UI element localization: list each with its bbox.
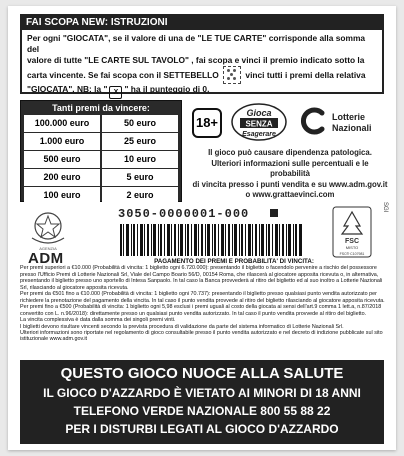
fine-print-paragraph: Per premi superiori a €10.000 (Probabilità di vincita: 1 biglietto ogni 6.720.000): presentando il biglietto o facendolo pervenire a rischio del possessore presso l'Ufficio Premi di Lotterie Nazionali Srl, Viale del Campo Boario 56/D, 00154 Roma, che rilascerà al giocatore apposita ricevuta o, in alternativa, presentando il biglietto presso uno sportello di Intesa Sanpaolo. In tal caso la Banca provvederà al ritiro del biglietto ed al suo inoltro a Lotterie Nazionali Srl, rilasciando al giocatore apposita ricevuta. (20, 265, 383, 291)
prize-cell: 100.000 euro (24, 115, 100, 132)
gioco-logo-text: Esagerare (242, 131, 276, 138)
adm-logo: ADM (28, 250, 64, 267)
health-warning-box (20, 360, 384, 444)
barcode-number: 3050-0000001-000 (118, 207, 250, 221)
prize-cell: 100 euro (24, 187, 100, 204)
prize-row (24, 187, 178, 204)
lotterie-logo-text: Nazionali (332, 123, 372, 133)
prize-cell: 500 euro (24, 151, 100, 168)
age-18-badge: 18+ (192, 108, 222, 138)
instructions-box (20, 14, 384, 94)
fsc-label: FSC (345, 238, 359, 245)
health-warning-line: IL GIOCO D'AZZARDO È VIETATO AI MINORI DI 18 ANNI (43, 386, 361, 400)
health-warning-line: PER I DISTURBI LEGATI AL GIOCO D'AZZARDO (65, 422, 339, 436)
fsc-mix-label: MISTO (345, 245, 359, 250)
info-text: Il gioco può causare dipendenza patologica. Ulteriori informazioni sulle percentuali e le probabilità di vincita presso i punti vendita e su www.adm.gov.it o www.grattaevinci.com (192, 148, 388, 199)
prize-table-title: Tanti premi da vincere: (52, 103, 150, 113)
instructions-title: FAI SCOPA NEW: ISTRUZIONI (22, 16, 382, 30)
fine-print-paragraph: Per premi fino a €500 (Probabilità di vincita: 1 biglietto ogni 5,98 esclusi i premi uguali al costo della giocata ai sensi dell'art.9 comma 1 lett.a, n.87/2018 convertito con L. n.96/2018): direttamente presso un qualsiasi punto vendita autorizzato. In tal caso il punto vendita provvede al ritiro del biglietto. (20, 304, 382, 317)
fine-print-paragraph: Ulteriori informazioni sono riportate nel regolamento di gioco consultabile presso il punto vendita autorizzato e nel decreto di indizione pubblicate sul sito istituzionale www.adm.gov.it (20, 329, 383, 343)
fine-print (20, 259, 388, 343)
prize-cell: 50 euro (102, 115, 178, 132)
ticket-back (8, 6, 396, 450)
instructions-line: valore di tutte "LE CARTE SUL TAVOLO" , fai scopa e vinci il premio indicato sotto la (27, 55, 365, 65)
prize-table (20, 100, 182, 202)
prize-row (24, 115, 178, 132)
fsc-logo (332, 206, 372, 258)
sgi-label: SGI (382, 202, 388, 213)
instructions-line: carta vincente. Se fai scopa con il SETTEBELLO vinci tutti i premi della relativa (27, 66, 377, 84)
prize-cell: 5 euro (102, 169, 178, 186)
health-warning-line: TELEFONO VERDE NAZIONALE 800 55 88 22 (73, 404, 331, 418)
barcode (120, 224, 302, 256)
prize-row (24, 151, 178, 168)
gioca-senza-esagerare-logo (230, 102, 288, 142)
prize-cell: 25 euro (102, 133, 178, 150)
health-warning-title: QUESTO GIOCO NUOCE ALLA SALUTE (60, 365, 344, 382)
prize-cell: 1.000 euro (24, 133, 100, 150)
lotterie-nazionali-logo (298, 106, 386, 140)
prize-row (24, 169, 178, 186)
lotterie-c-icon (298, 106, 328, 136)
settebello-card-icon (223, 66, 241, 84)
prize-cell: 200 euro (24, 169, 100, 186)
fine-print-paragraph: La vincita complessiva è data dalla somma dei singoli premi vinti. (20, 317, 176, 324)
prize-cell: 10 euro (102, 151, 178, 168)
prize-row (24, 133, 178, 150)
instructions-text (22, 30, 382, 99)
lotterie-logo-text: Lotterie (332, 112, 366, 122)
agency-label: AGENZIA (39, 246, 57, 251)
fine-print-paragraph: I biglietti devono risultare vincenti secondo la prevista procedura di validazione da parte del sistema informatico di Lotterie Nazionali Srl. (20, 323, 344, 330)
instructions-line: Per ogni "GIOCATA", se il valore di una de "LE TUE CARTE" corrisponde alla somma del (27, 33, 366, 54)
prize-cell: 2 euro (102, 187, 178, 204)
fine-print-paragraph: Per premi da €501 fino a €10.000 (Probabilità di vincita: 1 biglietto ogni 70.737): presentando il biglietto presso qualsiasi punto vendita autorizzato per richiedere la prenotazione del pagamento della vincita. In tal caso il punto vendita provvede al ritiro del biglietto rilasciando al giocatore apposita ricevuta. (20, 291, 385, 304)
fsc-code: FSC® C107981 (339, 252, 365, 256)
x-card-icon: X (109, 86, 122, 99)
gioco-logo-text: SENZA (245, 119, 273, 129)
instructions-line: "GIOCATA". NB: la " X " ha il punteggio di 0. (27, 84, 377, 99)
fine-print-title: PAGAMENTO DEI PREMI E PROBABILITA' DI VINCITA: (154, 258, 314, 265)
gioco-logo-text: Gioca (246, 108, 272, 118)
italian-republic-emblem-icon (26, 208, 70, 248)
barcode-marker (270, 209, 278, 217)
